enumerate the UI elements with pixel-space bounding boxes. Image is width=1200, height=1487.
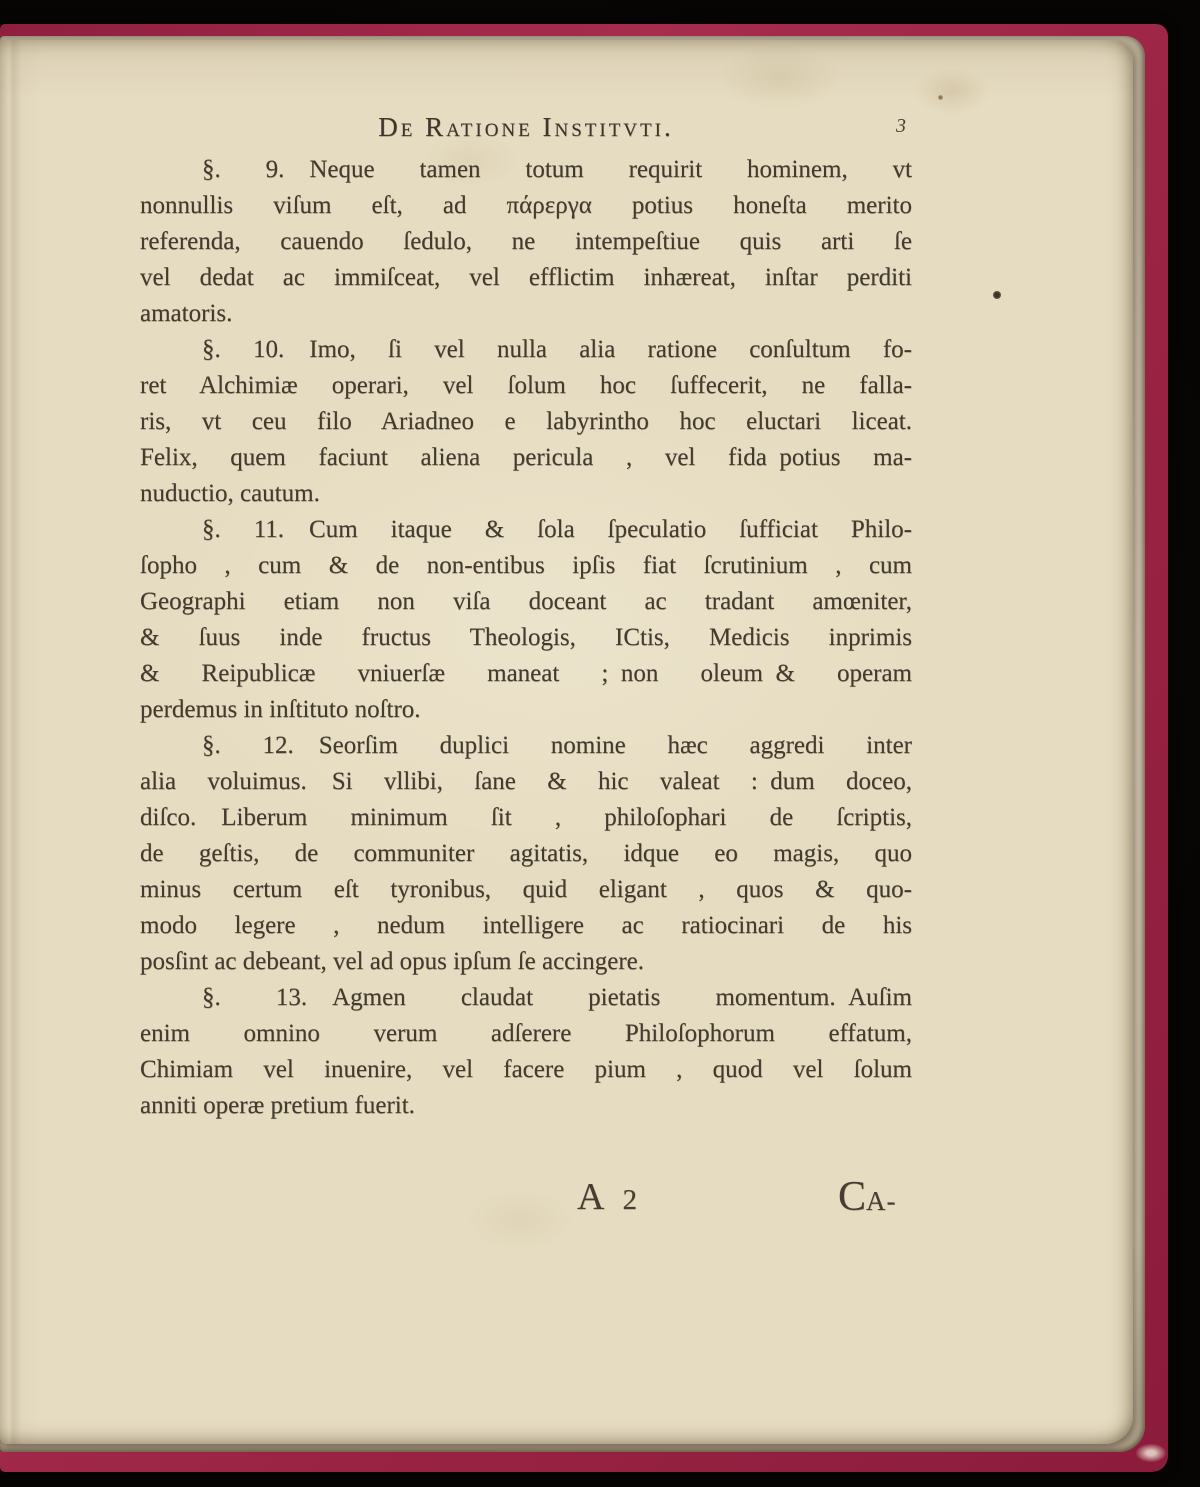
text-line: diſco. Liberum minimum ſit , philoſophari de ſcriptis,	[140, 804, 912, 831]
page-header	[140, 112, 912, 148]
text-line: Geographi etiam non viſa doceant ac tradant amœniter,	[140, 588, 912, 615]
text-line: amatoris.	[140, 300, 233, 327]
running-title: De Ratione Institvti.	[378, 112, 674, 142]
body-text	[140, 152, 912, 1124]
signature-number: 2	[622, 1184, 637, 1216]
book-page	[0, 40, 1133, 1444]
text-line: ſopho , cum & de non-entibus ipſis fiat ſcrutinium , cum	[140, 552, 912, 579]
cover-wear-spot	[1136, 1444, 1166, 1462]
text-line: §. 9. Neque tamen totum requirit hominem, vt	[202, 156, 912, 183]
text-line: referenda, cauendo ſedulo, ne intempeſtiue quis arti ſe	[140, 228, 912, 255]
text-line: ret Alchimiæ operari, vel ſolum hoc ſuffecerit, ne falla-	[140, 372, 912, 399]
text-line: minus certum eſt tyronibus, quid eligant , quos & quo-	[140, 876, 912, 903]
text-line: nuductio, cautum.	[140, 480, 320, 507]
text-line: anniti operæ pretium fuerit.	[140, 1092, 415, 1119]
text-line: §. 13. Agmen claudat pietatis momentum. Auſim	[202, 984, 912, 1011]
signature-letter: A	[577, 1176, 605, 1218]
text-line: perdemus in inſtituto noſtro.	[140, 696, 421, 723]
text-line: alia voluimus. Si vllibi, ſane & hic valeat : dum doceo,	[140, 768, 912, 795]
catchword-rest: A-	[866, 1186, 897, 1216]
paragraph	[140, 512, 912, 728]
signature-mark	[577, 1175, 637, 1219]
text-line: & Reipublicæ vniuerſæ maneat ; non oleum & operam	[140, 660, 912, 687]
text-line: vel dedat ac immiſceat, vel efflictim inhæreat, inſtar perditi	[140, 264, 912, 291]
text-line: nonnullis viſum eſt, ad πάρεργα potius honeſta merito	[140, 192, 912, 219]
text-line: ris, vt ceu filo Ariadneo e labyrintho hoc eluctari liceat.	[140, 408, 912, 435]
paragraph	[140, 728, 912, 980]
text-line: & ſuus inde fructus Theologis, ICtis, Medicis inprimis	[140, 624, 912, 651]
catchword	[838, 1173, 897, 1221]
text-line: modo legere , nedum intelligere ac ratiocinari de his	[140, 912, 912, 939]
text-line: §. 11. Cum itaque & ſola ſpeculatio ſufficiat Philo-	[202, 516, 912, 543]
paragraph	[140, 980, 912, 1124]
text-line: posſint ac debeant, vel ad opus ipſum ſe accingere.	[140, 948, 644, 975]
text-line: de geſtis, de communiter agitatis, idque eo magis, quo	[140, 840, 912, 867]
text-line: Chimiam vel inuenire, vel facere pium , quod vel ſolum	[140, 1056, 912, 1083]
paper-stain	[938, 95, 943, 100]
text-line: §. 10. Imo, ſi vel nulla alia ratione conſultum fo-	[202, 336, 912, 363]
paragraph	[140, 332, 912, 512]
text-line: §. 12. Seorſim duplici nomine hæc aggredi inter	[202, 732, 912, 759]
text-line: enim omnino verum adſerere Philoſophorum effatum,	[140, 1020, 912, 1047]
page-number: 3	[896, 115, 906, 137]
text-line: Felix, quem faciunt aliena pericula , vel fida potius ma-	[140, 444, 912, 471]
catchword-initial: C	[838, 1174, 867, 1220]
ink-speck	[993, 291, 1001, 299]
paragraph	[140, 152, 912, 332]
